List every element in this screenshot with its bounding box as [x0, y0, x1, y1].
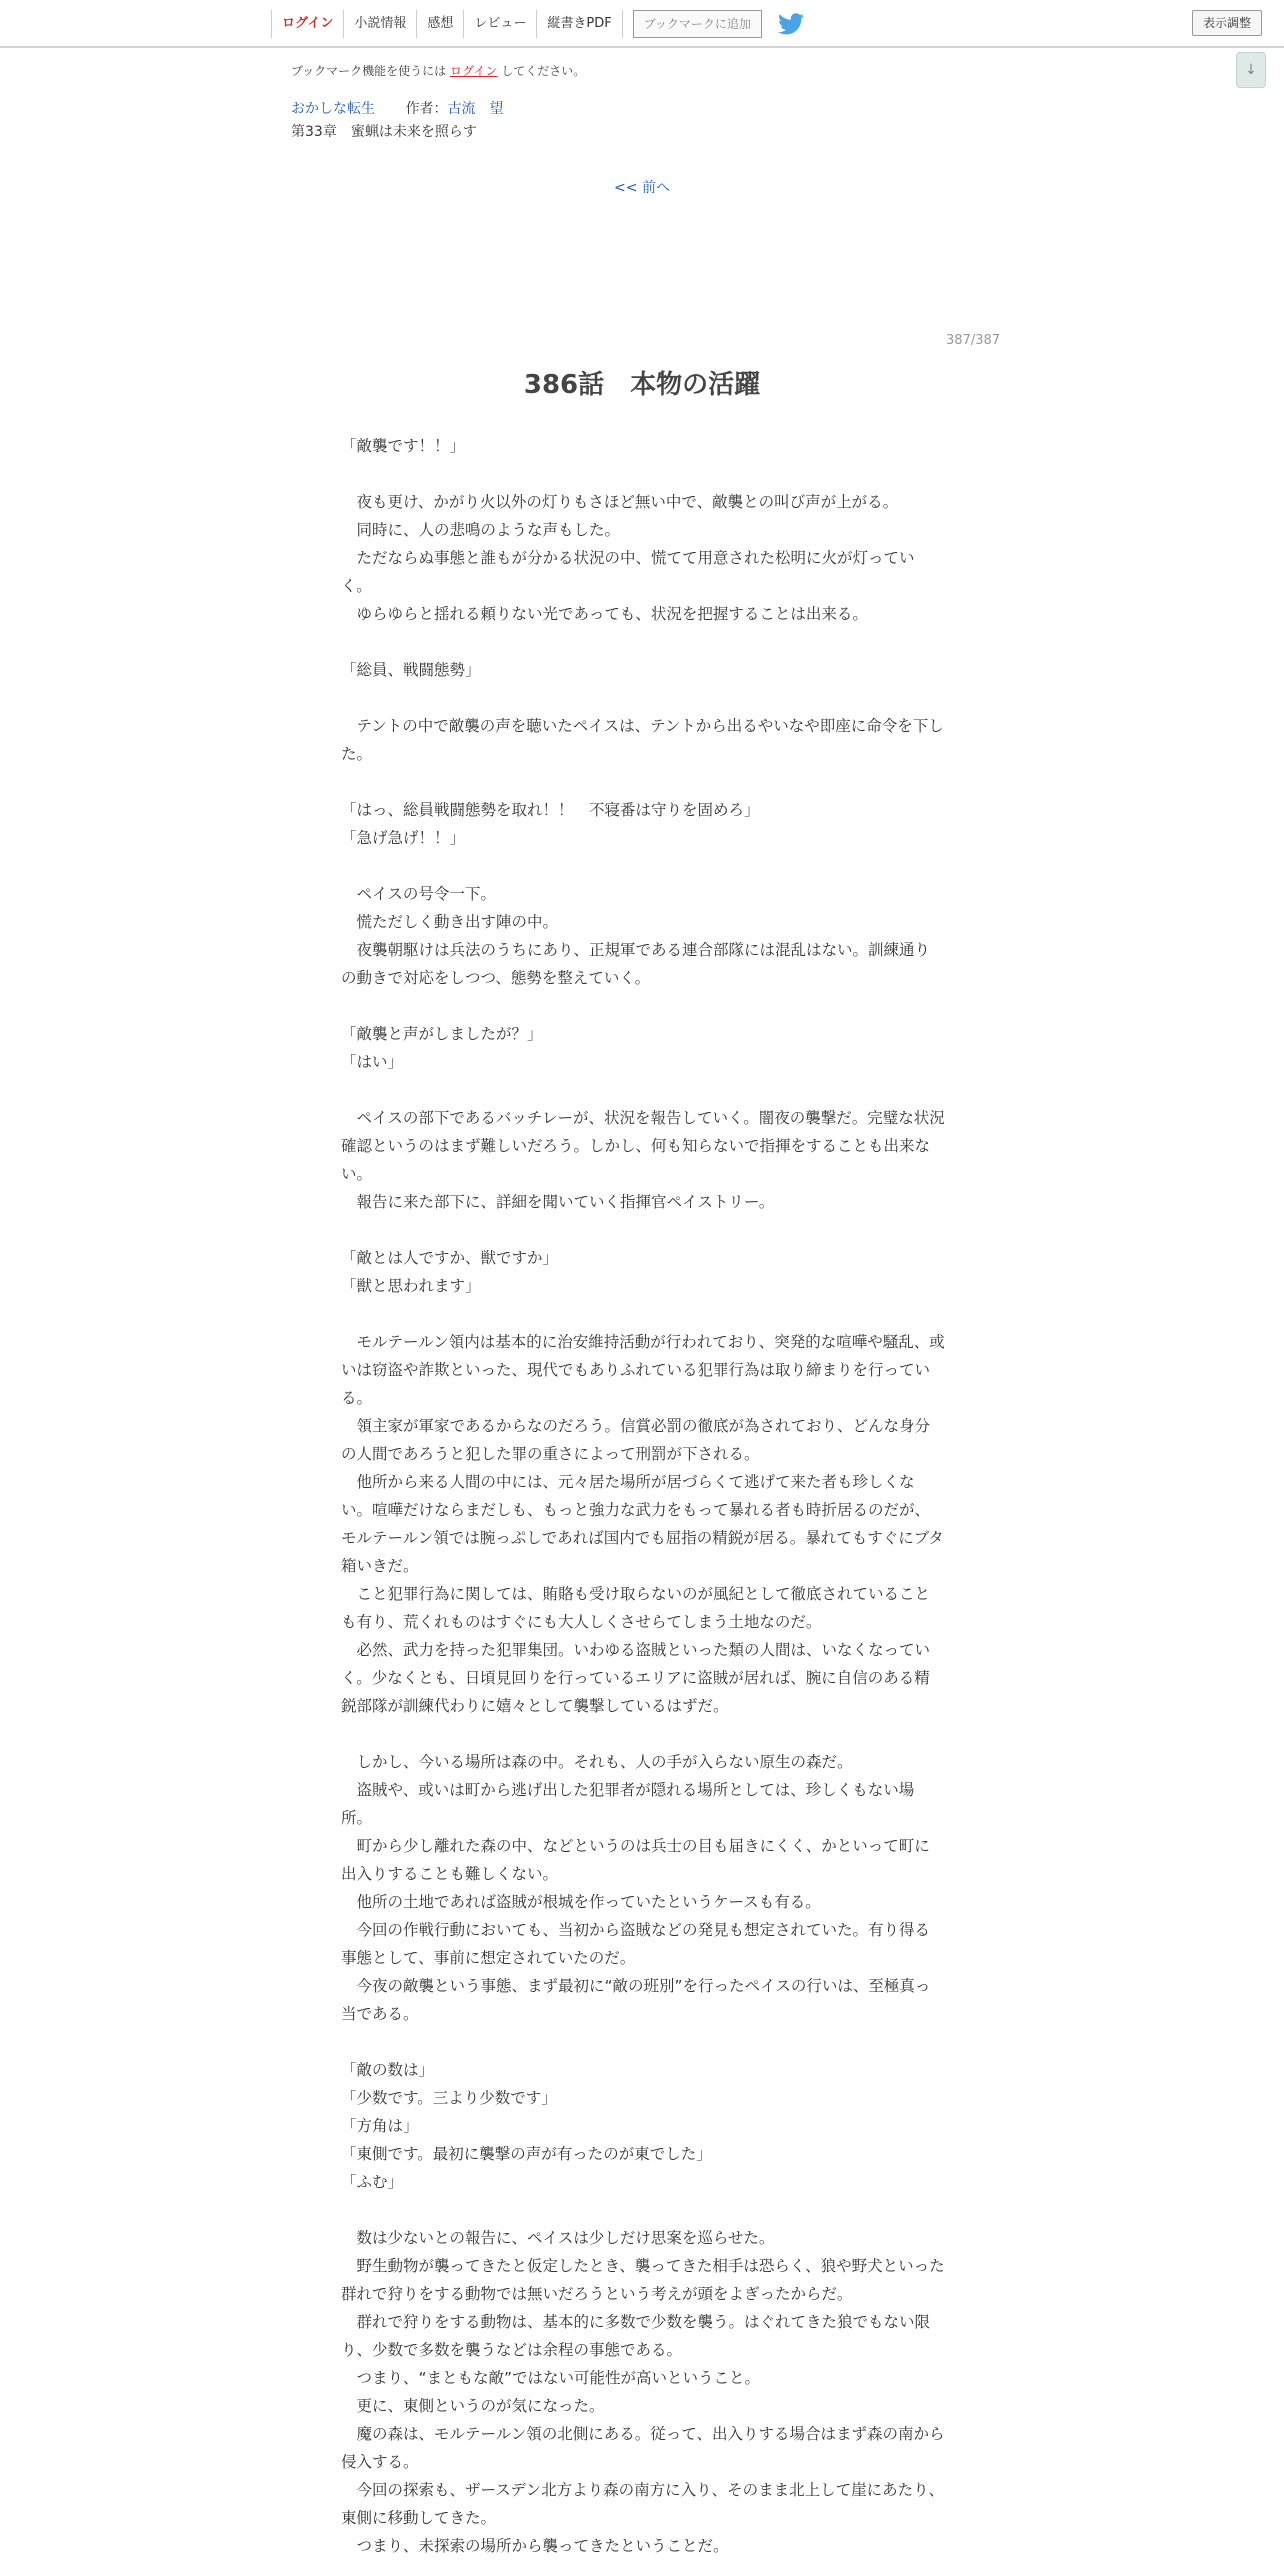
chapter-title: 第33章 蜜蝋は未来を照らす	[291, 124, 477, 140]
blank-line	[341, 992, 945, 1020]
body-paragraph: 町から少し離れた森の中、などというのは兵士の目も届きにくく、かといって町に出入りすることも難しくない。	[341, 1837, 930, 1883]
scroll-down-button[interactable]: ↓	[1236, 52, 1266, 88]
body-paragraph: 今夜の敵襲という事態、まず最初に“敵の班別”を行ったペイスの行いは、至極真っ当である。	[341, 1977, 931, 2023]
novel-header	[291, 98, 503, 118]
body-paragraph: 「東側です。最初に襲撃の声が有ったのが東でした」	[341, 2145, 712, 2163]
blank-line	[341, 2028, 945, 2056]
top-nav-bar	[0, 0, 1284, 48]
nav-impressions-link[interactable]: 感想	[416, 10, 463, 38]
body-paragraph: 「はっ、総員戦闘態勢を取れ！！ 不寝番は守りを固めろ」	[341, 801, 760, 819]
body-paragraph: 今回の作戦行動においても、当初から盗賊などの発見も想定されていた。有り得る事態として、事前に想定されていたのだ。	[341, 1921, 931, 1967]
notice-login-link[interactable]: ログイン	[450, 64, 498, 78]
novel-title-link[interactable]: おかしな転生	[291, 101, 375, 117]
episode-title: 386話 本物の活躍	[523, 370, 761, 400]
body-paragraph: 「ふむ」	[341, 2173, 404, 2191]
blank-line	[341, 460, 945, 488]
body-paragraph: つまり、“まともな敵”ではない可能性が高いということ。	[341, 2369, 761, 2387]
body-paragraph: 「急げ急げ！！」	[341, 829, 466, 847]
body-paragraph: 同時に、人の悲鳴のような声もした。	[341, 521, 621, 539]
body-paragraph: こと犯罪行為に関しては、賄賂も受け取らないのが風紀として徹底されていることも有り、荒くれものはすぐにも大人しくさせらてしまう土地なのだ。	[341, 1585, 931, 1631]
body-paragraph: 他所から来る人間の中には、元々居た場所が居づらくて逃げて来た者も珍しくない。喧嘩だけならまだしも、もっと強力な武力をもって暴れる者も時折居るのだが、モルテールン領では腕っぷしであれば国内でも屈指の精鋭が居る。暴れてもすぐにブタ箱いきだ。	[341, 1473, 944, 1575]
body-paragraph: 盗賊や、或いは町から逃げ出した犯罪者が隠れる場所としては、珍しくもない場所。	[341, 1781, 915, 1827]
author-label: 作者：	[405, 101, 448, 117]
body-paragraph: テントの中で敵襲の声を聴いたペイスは、テントから出るやいなや即座に命令を下した。	[341, 717, 944, 763]
body-paragraph: ペイスの部下であるバッチレーが、状況を報告していく。闇夜の襲撃だ。完璧な状況確認というのはまず難しいだろう。しかし、何も知らないで指揮をすることも出来ない。	[341, 1109, 945, 1183]
body-paragraph: しかし、今いる場所は森の中。それも、人の手が入らない原生の森だ。	[341, 1753, 853, 1771]
body-paragraph: つまり、未探索の場所から襲ってきたということだ。	[341, 2537, 729, 2555]
body-paragraph: 夜も更け、かがり火以外の灯りもさほど無い中で、敵襲との叫び声が上がる。	[341, 493, 899, 511]
blank-line	[341, 1216, 945, 1244]
body-paragraph: 魔の森は、モルテールン領の北側にある。従って、出入りする場合はまず森の南から侵入する。	[341, 2425, 945, 2471]
blank-line	[341, 768, 945, 796]
nav-menu	[271, 10, 804, 38]
body-paragraph: 夜襲朝駆けは兵法のうちにあり、正規軍である連合部隊には混乱はない。訓練通りの動きで対応をしつつ、態勢を整えていく。	[341, 941, 931, 987]
body-paragraph: 報告に来た部下に、詳細を聞いていく指揮官ペイストリー。	[341, 1193, 775, 1211]
body-paragraph: 「方角は」	[341, 2117, 419, 2135]
nav-review-link[interactable]: レビュー	[463, 10, 536, 38]
body-paragraph: 更に、東側というのが気になった。	[341, 2397, 605, 2415]
blank-line	[341, 2196, 945, 2224]
twitter-icon[interactable]	[778, 13, 804, 35]
prev-page-link[interactable]: << 前へ	[614, 180, 670, 196]
body-paragraph: 「敵とは人ですか、獣ですか」	[341, 1249, 559, 1267]
body-paragraph: 慌ただしく動き出す陣の中。	[341, 913, 559, 931]
blank-line	[341, 1076, 945, 1104]
bookmark-login-notice: ブックマーク機能を使うには ログイン してください。	[291, 64, 586, 78]
body-paragraph: 「はい」	[341, 1053, 404, 1071]
display-adjust-button[interactable]: 表示調整	[1192, 10, 1262, 36]
body-paragraph: 「総員、戦闘態勢」	[341, 661, 481, 679]
add-bookmark-button[interactable]: ブックマークに追加	[633, 10, 762, 38]
body-paragraph: 「敵の数は」	[341, 2061, 435, 2079]
body-paragraph: 野生動物が襲ってきたと仮定したとき、襲ってきた相手は恐らく、狼や野犬といった群れで狩りをする動物では無いだろうという考えが頭をよぎったからだ。	[341, 2257, 945, 2303]
body-paragraph: 今回の探索も、ザースデン北方より森の南方に入り、そのまま北上して崖にあたり、東側に移動してきた。	[341, 2481, 945, 2527]
body-paragraph: 「少数です。三より少数です」	[341, 2089, 557, 2107]
page-count: 387/387	[946, 333, 1001, 348]
blank-line	[341, 1300, 945, 1328]
body-paragraph: 領主家が軍家であるからなのだろう。信賞必罰の徹底が為されており、どんな身分の人間であろうと犯した罪の重さによって刑罰が下される。	[341, 1417, 931, 1463]
body-paragraph: ただならぬ事態と誰もが分かる状況の中、慌てて用意された松明に火が灯っていく。	[341, 549, 915, 595]
body-paragraph: 他所の土地であれば盗賊が根城を作っていたというケースも有る。	[341, 1893, 821, 1911]
body-paragraph: 数は少ないとの報告に、ペイスは少しだけ思案を巡らせた。	[341, 2229, 775, 2247]
novel-body-text	[341, 432, 945, 2560]
blank-line	[341, 852, 945, 880]
nav-login-link[interactable]: ログイン	[271, 10, 343, 38]
nav-novel-info-link[interactable]: 小説情報	[343, 10, 416, 38]
blank-line	[341, 1720, 945, 1748]
body-paragraph: モルテールン領内は基本的に治安維持活動が行われており、突発的な喧嘩や騒乱、或いは窃盗や詐欺といった、現代でもありふれている犯罪行為は取り締まりを行っている。	[341, 1333, 945, 1407]
blank-line	[341, 684, 945, 712]
body-paragraph: 群れで狩りをする動物は、基本的に多数で少数を襲う。はぐれてきた狼でもない限り、少数で多数を襲うなどは余程の事態である。	[341, 2313, 931, 2359]
body-paragraph: ゆらゆらと揺れる頼りない光であっても、状況を把握することは出来る。	[341, 605, 868, 623]
body-paragraph: 「敵襲です！！」	[341, 437, 466, 455]
body-paragraph: 「獣と思われます」	[341, 1277, 481, 1295]
body-paragraph: 必然、武力を持った犯罪集団。いわゆる盗賊といった類の人間は、いなくなっていく。少なくとも、日頃見回りを行っているエリアに盗賊が居れば、腕に自信のある精鋭部隊が訓練代わりに嬉々として襲撃しているはずだ。	[341, 1641, 931, 1715]
body-paragraph: ペイスの号令一下。	[341, 885, 496, 903]
author-link[interactable]: 古流 望	[447, 101, 504, 117]
body-paragraph: 「敵襲と声がしましたが？」	[341, 1025, 543, 1043]
nav-vertical-pdf-link[interactable]: 縦書きPDF	[536, 10, 622, 38]
blank-line	[341, 628, 945, 656]
